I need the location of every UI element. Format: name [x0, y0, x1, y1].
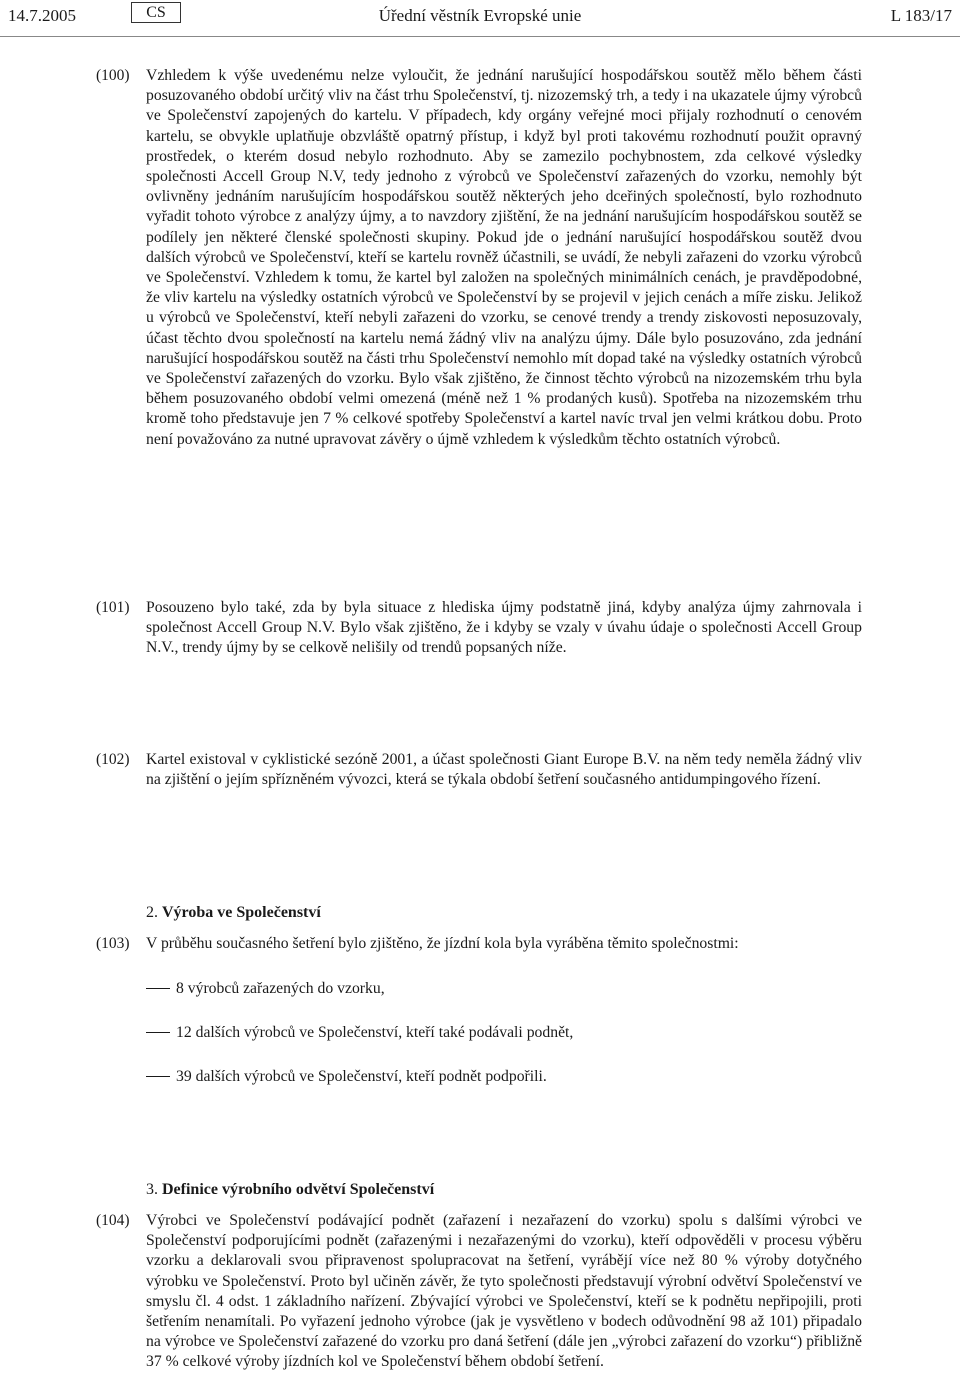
paragraph-text: Výrobci ve Společenství podávající podnět (zařazení i nezařazení do vzorku) spolu s dalšími výrobci ve Společenství podporujícími podnět (zařazenými i nezařazenými do vzorku), kteří odpověděli v procesu výběru vzorku a deklarovali svou připravenost spolupracovat na šetření, vyrábějí více než 80 % výroby dotyčného výrobku ve Společenství. Proto byl učiněn závěr, že tyto společnosti představují výrobní odvětví Společenství ve smyslu čl. 4 odst. 1 základního nařízení. Zbývající výrobci ve Společenství, kteří se k podnětu nepřipojili, proti šetřením nenamítali. Po vyřazení jednoho výrobce (jak je vysvětleno v bodech odůvodnění 98 až 101) připadalo na výrobce ve Společenství zařazené do vzorku pro daná šetření (dále jen „výrobci zařazení do vzorku“) přibližně 37 % celkové výroby jízdních kol ve Společenství během období šetření. [146, 1212, 862, 1371]
paragraph-number: (103) [96, 935, 130, 952]
language-badge: CS [131, 2, 181, 23]
dash-bullet [146, 1032, 170, 1033]
paragraph-text: V průběhu současného šetření bylo zjištěno, že jízdní kola byla vyráběna těmito společnostmi: [146, 935, 739, 952]
journal-title: Úřední věstník Evropské unie [378, 6, 582, 25]
paragraph-number: (101) [96, 599, 130, 616]
heading-number: 2. [146, 904, 158, 921]
header-divider [0, 36, 960, 37]
paragraph-text: Posouzeno bylo také, zda by byla situace z hlediska újmy podstatně jiná, kdyby analýza újmy zahrnovala i společnost Accell Group N.V. Bylo však zjištěno, že i kdyby se vzaly v úvahu údaje o společnosti Accell Group N.V., trendy újmy by se celkově nelišily od trendů popsaných níže. [146, 599, 862, 657]
paragraph-103 [96, 934, 862, 954]
list-item-text: 8 výrobců zařazených do vzorku, [176, 980, 385, 997]
paragraph-text: Kartel existoval v cyklistické sezóně 2001, a účast společnosti Giant Europe B.V. na něm tedy neměla žádný vliv na zjištění o jejím spřízněném vývozci, která se týkala období šetření současného antidumpingového řízení. [146, 751, 862, 789]
heading-title: Výroba ve Společenství [162, 904, 321, 921]
paragraph-text: Vzhledem k výše uvedenému nelze vyloučit, že jednání narušující hospodářskou soutěž mělo během části posuzovaného období určitý vliv na část trhu Společenství, tj. nizozemský trh, a tedy i na ukazatele újmy výrobců ve Společenství zapojených do kartelu. V případech, kdy orgány veřejné moci přijaly rozhodnutí o cenovém kartelu, se obvykle uplatňuje obzvláště opatrný přístup, i když byl proti takovému rozhodnutí použit opravný prostředek, o kterém dosud nebylo rozhodnuto. Aby se zamezilo pochybnostem, zda celkové výsledky společnosti Accell Group N.V, tedy jednoho z výrobců ve Společenství zařazených do vzorku, nemohly být ovlivněny jednáním narušujícím hospodářskou soutěž některých jeho dceřiných společností, bylo rozhodnuto vyřadit tohoto výrobce z analýzy újmy, a to navzdory zjištění, že na jednání narušujícím hospodářskou soutěž se podílely jen některé členské společnosti skupiny. Pokud jde o jednání narušující hospodářskou soutěž dvou dalších výrobců ve Společenství, kteří se kartelu rovněž účastnili, se uvádí, že nebyli zařazeni do vzorku výrobců ve Společenství. Vzhledem k tomu, že kartel byl založen na společných minimálních cenách, je pravděpodobné, že vliv kartelu na výsledky ostatních výrobců ve Společenství by se projevil v jejich cenách a míře zisku. Jelikož u výrobců ve Společenství, kteří nebyli zařazeni do vzorku, se cenové trendy a trendy ziskovosti neposuzovaly, účast těchto dvou společností na kartelu nemá žádný vliv na analýzu újmy. Dále bylo posuzováno, zda jednání narušující hospodářskou soutěž na části trhu Společenství nemohlo mít dopad také na výsledky ostatních výrobců ve Společenství zařazených do vzorku. Bylo však zjištěno, že činnost těchto výrobců na nizozemském trhu byla během posuzovaného období velmi omezená (méně než 1 % prodaných kusů). Spotřeba na nizozemském trhu kromě toho představuje jen 7 % celkové spotřeby Společenství a kartel navíc trval jen velmi krátkou dobu. Proto není považováno za nutné upravovat závěry o újmě vzhledem k výsledkům těchto ostatních výrobců. [146, 67, 862, 448]
paragraph-104 [96, 1211, 862, 1373]
dash-bullet [146, 988, 170, 989]
heading-number: 3. [146, 1181, 158, 1198]
list-item-text: 39 dalších výrobců ve Společenství, kteří podnět podpořili. [176, 1068, 547, 1085]
journal-header [0, 0, 960, 40]
header-date: 14.7.2005 [8, 6, 76, 25]
dash-bullet [146, 1076, 170, 1077]
paragraph-number: (104) [96, 1212, 130, 1229]
list-item [146, 1023, 573, 1043]
list-item [146, 979, 385, 999]
paragraph-101 [96, 598, 862, 659]
section-heading-3 [146, 1179, 434, 1201]
heading-title: Definice výrobního odvětví Společenství [162, 1181, 435, 1198]
paragraph-number: (102) [96, 751, 130, 768]
paragraph-number: (100) [96, 67, 130, 84]
list-item [146, 1067, 547, 1087]
section-heading-2 [146, 902, 321, 924]
paragraph-100 [96, 66, 862, 450]
page-reference: L 183/17 [890, 6, 952, 25]
list-item-text: 12 dalších výrobců ve Společenství, kteří také podávali podnět, [176, 1024, 574, 1041]
paragraph-102 [96, 750, 862, 790]
